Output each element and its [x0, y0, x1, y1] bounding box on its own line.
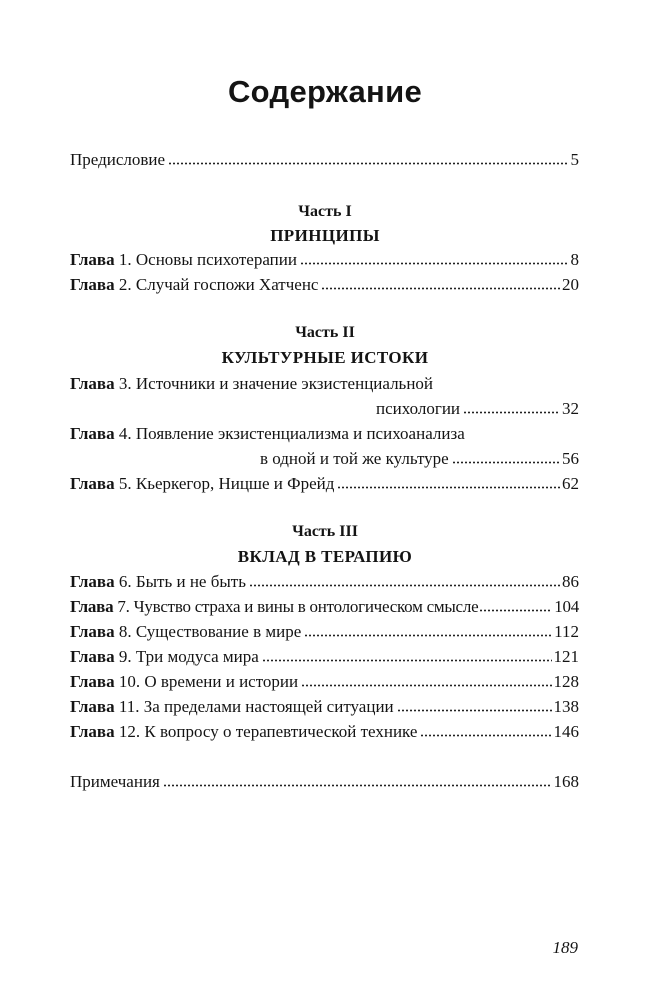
page-number: 146 — [553, 722, 579, 741]
chapter-prefix: Глава — [70, 424, 115, 443]
page-number: 56 — [562, 449, 579, 468]
dot-leader — [463, 409, 560, 415]
toc-entry-preface[interactable] — [70, 148, 579, 172]
toc-entry-chapter-9[interactable] — [70, 645, 579, 669]
chapter-number: 3. — [118, 374, 132, 393]
page-number: 128 — [553, 672, 579, 691]
chapter-number: 12. — [118, 722, 141, 741]
dot-leader — [452, 459, 560, 465]
dot-leader — [304, 632, 552, 638]
entry-title: Предисловие — [70, 150, 166, 169]
toc-entry-chapter-12[interactable] — [70, 720, 579, 744]
page-number: 104 — [554, 597, 579, 616]
toc-entry-chapter-5[interactable] — [70, 472, 579, 496]
section-title: ПРИНЦИПЫ — [270, 226, 380, 245]
chapter-title: Чувство страха и вины в онтологическом смысле — [133, 597, 479, 616]
page-number: 86 — [562, 572, 579, 591]
dot-leader — [420, 732, 551, 738]
page-number: 62 — [562, 474, 579, 493]
toc-entry-chapter-4-line-1[interactable] — [70, 422, 465, 446]
dot-leader — [397, 707, 552, 713]
chapter-number: 10. — [118, 672, 141, 691]
chapter-prefix: Глава — [70, 672, 115, 691]
page-title: Содержание — [228, 74, 422, 109]
chapter-prefix: Глава — [70, 722, 115, 741]
toc-entry-chapter-4-line-2[interactable] — [70, 447, 579, 471]
dot-leader — [168, 160, 568, 166]
toc-entry-chapter-10[interactable] — [70, 670, 579, 694]
page-number: 112 — [554, 622, 579, 641]
section-title: ВКЛАД В ТЕРАПИЮ — [237, 547, 413, 566]
chapter-title: Три модуса мира — [135, 647, 259, 666]
page-number: 168 — [553, 772, 579, 791]
entry-title: Примечания — [70, 772, 160, 791]
chapter-number: 11. — [118, 697, 140, 716]
dot-leader — [262, 657, 552, 663]
section-title: КУЛЬТУРНЫЕ ИСТОКИ — [221, 348, 429, 367]
chapter-number: 5. — [118, 474, 132, 493]
chapter-prefix: Глава — [70, 622, 115, 641]
chapter-number: 1. — [118, 250, 132, 269]
page-number: 5 — [570, 150, 579, 169]
dot-leader — [163, 782, 552, 788]
dot-leader — [300, 260, 569, 266]
chapter-title-continued: психологии — [376, 399, 461, 418]
page-number: 121 — [553, 647, 579, 666]
chapter-title: Появление экзистенциализма и психоанализа — [135, 424, 465, 443]
chapter-prefix: Глава — [70, 572, 115, 591]
chapter-title-continued: в одной и той же культуре — [260, 449, 449, 468]
page-number: 138 — [553, 697, 579, 716]
chapter-title: Быть и не быть — [135, 572, 246, 591]
part-label: Часть III — [292, 523, 358, 540]
chapter-prefix: Глава — [70, 374, 115, 393]
toc-entry-chapter-3-line-1[interactable] — [70, 372, 434, 396]
part-label: Часть I — [298, 203, 352, 220]
chapter-title: За пределами настоящей ситуации — [143, 697, 394, 716]
dot-leader — [321, 285, 560, 291]
chapter-title: К вопросу о терапевтической технике — [144, 722, 418, 741]
chapter-number: 6. — [118, 572, 132, 591]
toc-entry-chapter-2[interactable] — [70, 273, 579, 297]
chapter-title: О времени и истории — [144, 672, 299, 691]
dot-leader — [479, 607, 552, 613]
chapter-title: Случай госпожи Хатченс — [135, 275, 319, 294]
toc-entry-chapter-7[interactable] — [70, 595, 579, 619]
chapter-prefix: Глава — [70, 250, 115, 269]
chapter-title: Существование в мире — [135, 622, 302, 641]
page-number-footer: 189 — [552, 938, 578, 957]
chapter-prefix: Глава — [70, 597, 114, 616]
toc-entry-notes[interactable] — [70, 770, 579, 794]
chapter-prefix: Глава — [70, 697, 115, 716]
chapter-title: Источники и значение экзистенциальной — [135, 374, 434, 393]
toc-entry-chapter-6[interactable] — [70, 570, 579, 594]
dot-leader — [249, 582, 560, 588]
toc-entry-chapter-8[interactable] — [70, 620, 579, 644]
chapter-prefix: Глава — [70, 647, 115, 666]
dot-leader — [337, 484, 560, 490]
chapter-title: Кьеркегор, Ницше и Фрейд — [135, 474, 335, 493]
page-number: 8 — [570, 250, 579, 269]
chapter-number: 2. — [118, 275, 132, 294]
chapter-title: Основы психотерапии — [135, 250, 297, 269]
page-number: 32 — [562, 399, 579, 418]
chapter-number: 4. — [118, 424, 132, 443]
part-label: Часть II — [295, 324, 355, 341]
dot-leader — [301, 682, 551, 688]
chapter-number: 8. — [118, 622, 132, 641]
toc-entry-chapter-1[interactable] — [70, 248, 579, 272]
chapter-number: 7. — [117, 597, 130, 616]
chapter-number: 9. — [118, 647, 132, 666]
chapter-prefix: Глава — [70, 474, 115, 493]
chapter-prefix: Глава — [70, 275, 115, 294]
toc-entry-chapter-3-line-2[interactable] — [70, 397, 579, 421]
page-number: 20 — [562, 275, 579, 294]
toc-entry-chapter-11[interactable] — [70, 695, 579, 719]
